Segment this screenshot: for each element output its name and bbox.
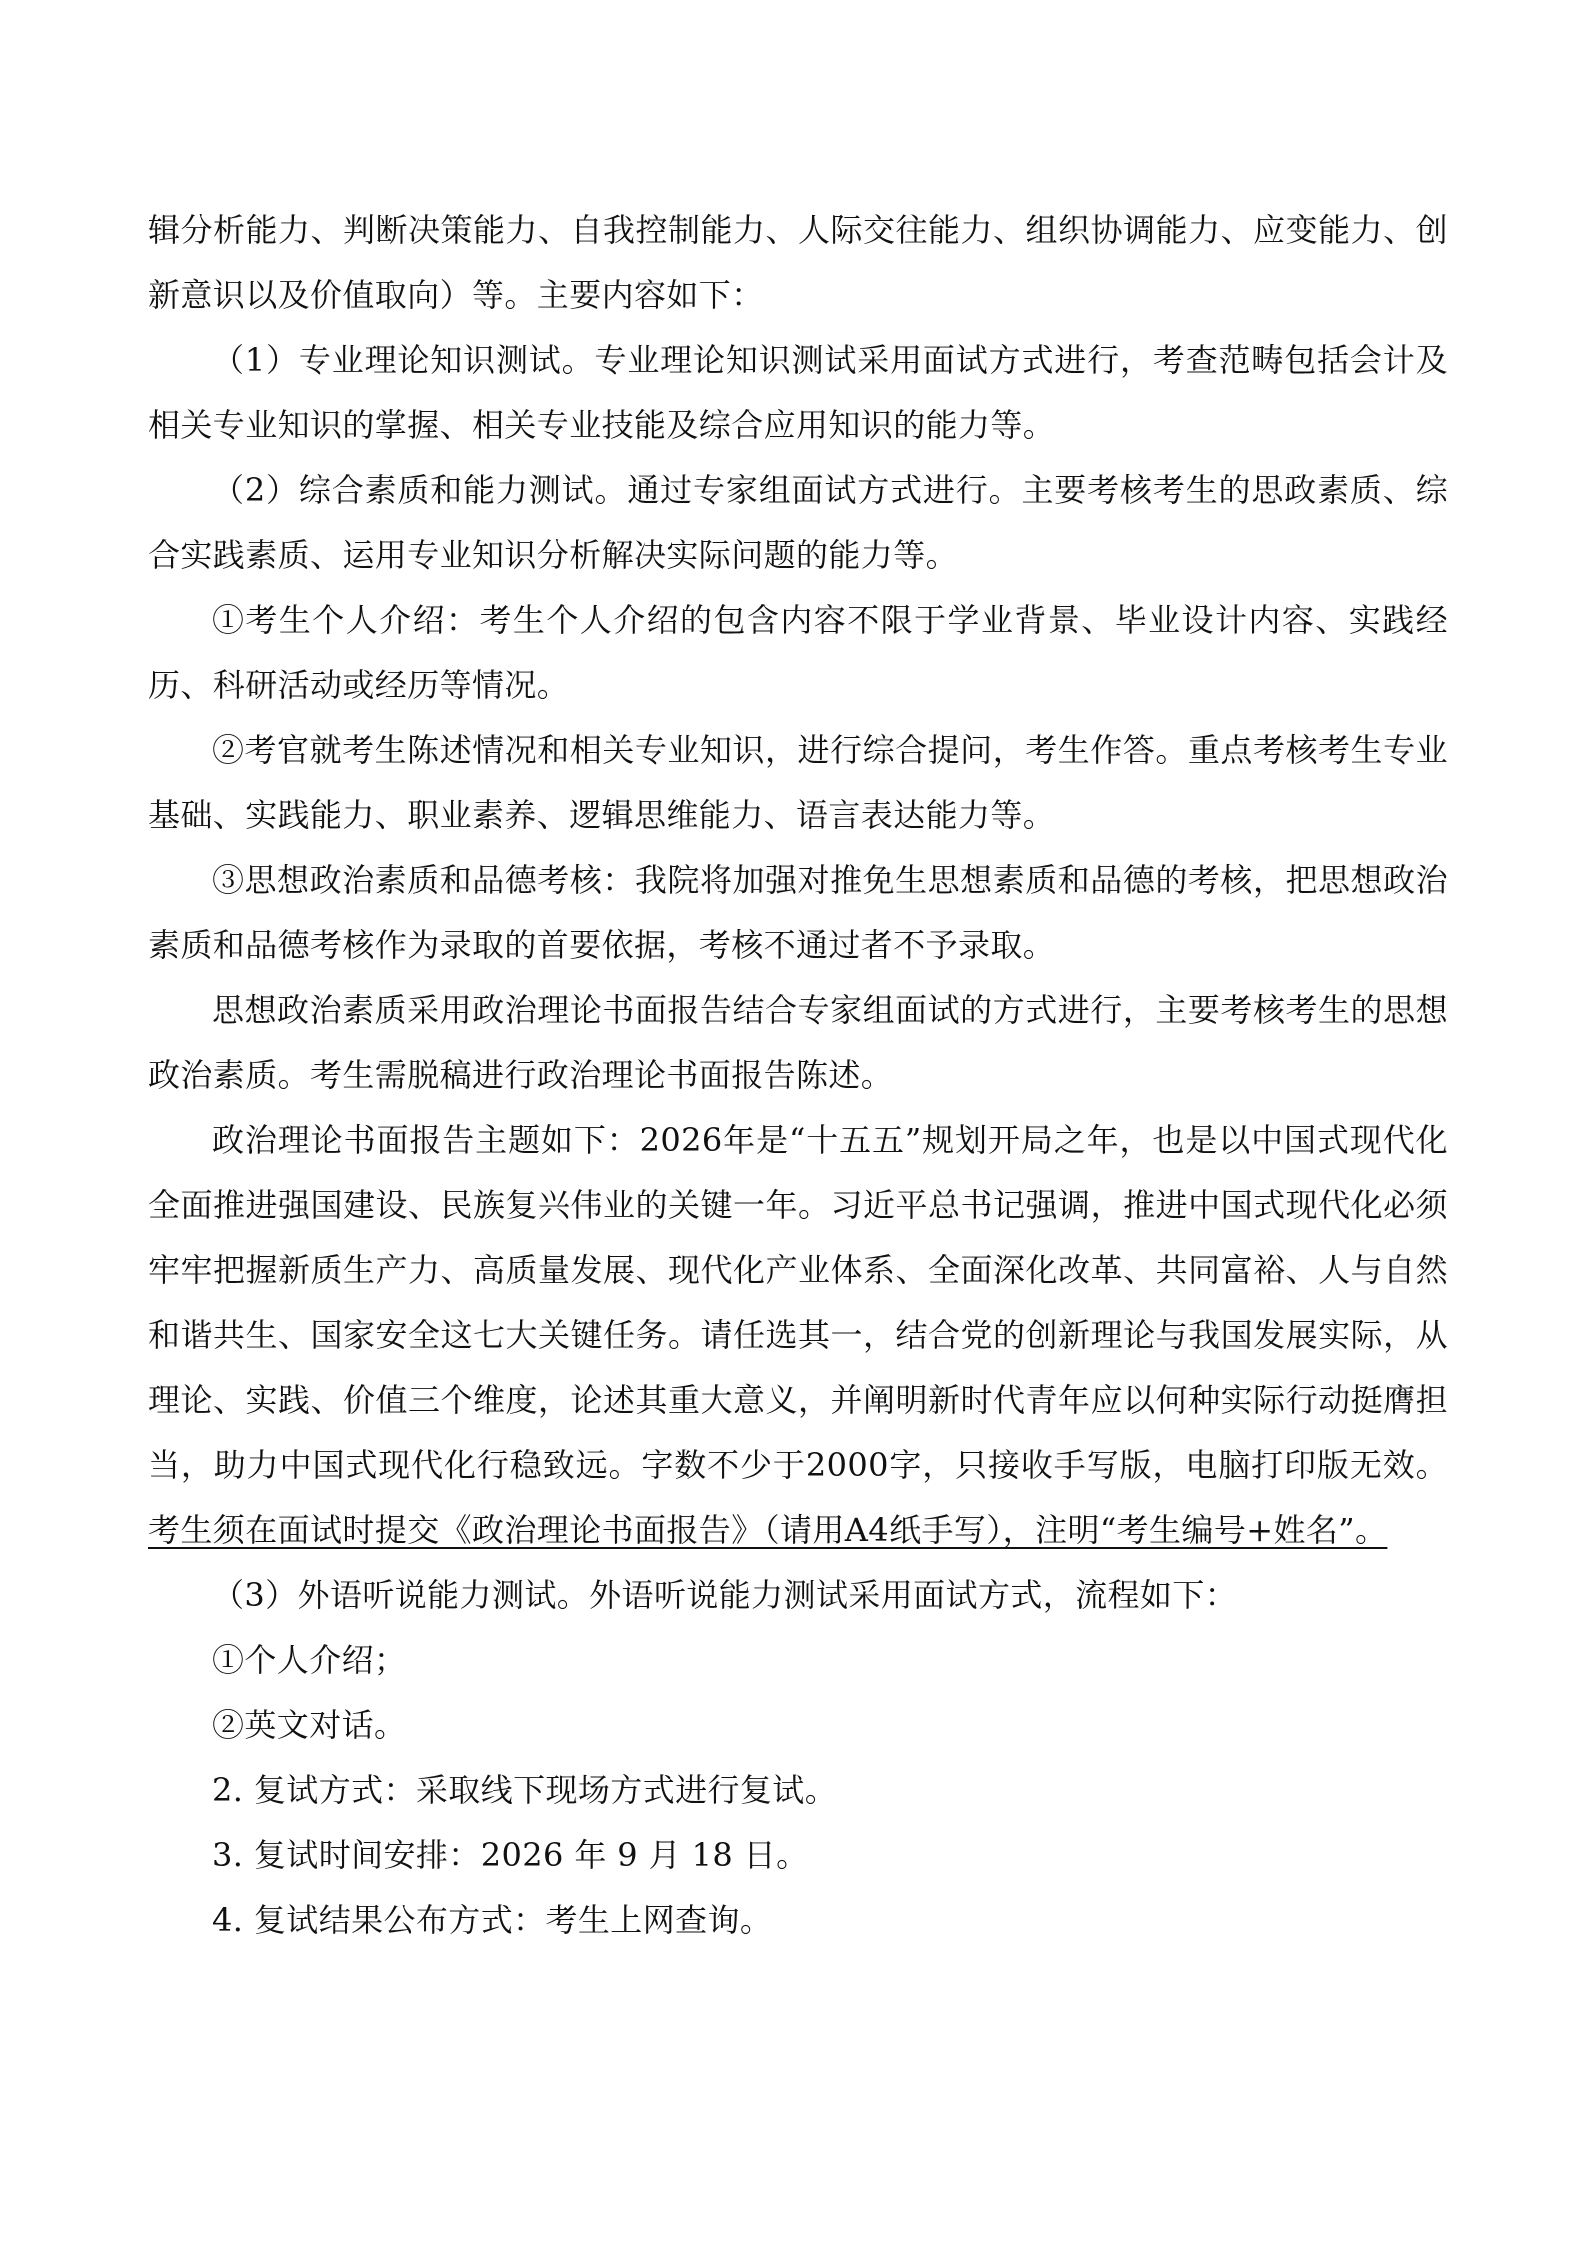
paragraph-abilities-continued: 辑分析能力、判断决策能力、自我控制能力、人际交往能力、组织协调能力、应变能力、创新意识以及价值取向）等。主要内容如下：: [148, 211, 1448, 314]
political-report-topic-text: 政治理论书面报告主题如下：2026年是“十五五”规划开局之年，也是以中国式现代化全面推进强国建设、民族复兴伟业的关键一年。习近平总书记强调，推进中国式现代化必须牢牢把握新质生产力、高质量发展、现代化产业体系、全面深化改革、共同富裕、人与自然和谐共生、国家安全这七大关键任务。请任选其一，结合党的创新理论与我国发展实际，从理论、实践、价值三个维度，论述其重大意义，并阐明新时代青年应以何种实际行动挺膺担当，助力中国式现代化行稳致远。字数不少于2000字，只接收手写版，电脑打印版无效。: [148, 1121, 1448, 1484]
paragraph-personal-introduction: ①个人介绍；: [212, 1641, 407, 1679]
paragraph-political-report-method: 思想政治素质采用政治理论书面报告结合专家组面试的方式进行，主要考核考生的思想政治素质。考生需脱稿进行政治理论书面报告陈述。: [148, 991, 1448, 1094]
paragraph-retest-method: 2. 复试方式：采取线下现场方式进行复试。: [212, 1771, 838, 1809]
paragraph-foreign-language-test: （3）外语听说能力测试。外语听说能力测试采用面试方式，流程如下：: [212, 1576, 1238, 1614]
paragraph-comprehensive-quality-test: （2）综合素质和能力测试。通过专家组面试方式进行。主要考核考生的思政素质、综合实践素质、运用专业知识分析解决实际问题的能力等。: [148, 471, 1448, 574]
paragraph-self-introduction: ①考生个人介绍：考生个人介绍的包含内容不限于学业背景、毕业设计内容、实践经历、科研活动或经历等情况。: [148, 601, 1448, 704]
paragraph-political-report-topic: [148, 1108, 1448, 1563]
paragraph-retest-schedule: 3. 复试时间安排：2026 年 9 月 18 日。: [212, 1836, 809, 1874]
paragraph-retest-results: 4. 复试结果公布方式：考生上网查询。: [212, 1901, 773, 1939]
paragraph-ideological-assessment: ③思想政治素质和品德考核：我院将加强对推免生思想素质和品德的考核，把思想政治素质和品德考核作为录取的首要依据，考核不通过者不予录取。: [148, 861, 1448, 964]
paragraph-english-dialogue: ②英文对话。: [212, 1706, 407, 1744]
paragraph-examiner-questions: ②考官就考生陈述情况和相关专业知识，进行综合提问，考生作答。重点考核考生专业基础、实践能力、职业素养、逻辑思维能力、语言表达能力等。: [148, 731, 1448, 834]
paragraph-professional-theory-test: （1）专业理论知识测试。专业理论知识测试采用面试方式进行，考查范畴包括会计及相关专业知识的掌握、相关专业技能及综合应用知识的能力等。: [148, 341, 1448, 444]
document-body: [148, 198, 1448, 1953]
political-report-submission-note: 考生须在面试时提交《政治理论书面报告》（请用A4纸手写），注明“考生编号+姓名”。: [148, 1511, 1388, 1549]
